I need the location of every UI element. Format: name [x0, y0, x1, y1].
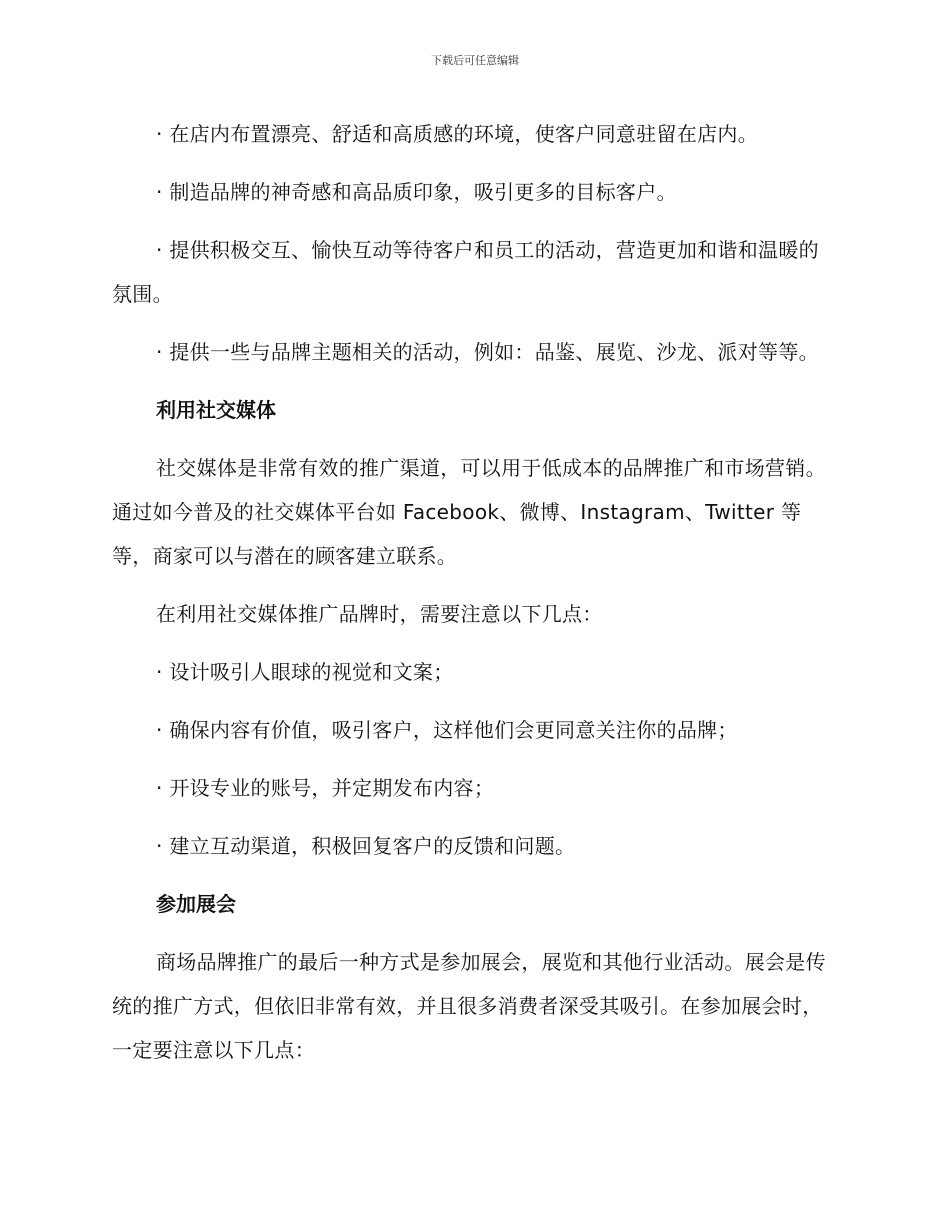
page-header: 下载后可任意编辑	[431, 54, 519, 67]
paragraph-social-media-notes: 在利用社交媒体推广品牌时，需要注意以下几点：	[156, 602, 603, 626]
bullet-brand-events: · 提供一些与品牌主题相关的活动，例如：品鉴、展览、沙龙、派对等等。	[156, 340, 819, 364]
bullet-valuable-content: · 确保内容有价值，吸引客户，这样他们会更同意关注你的品牌；	[156, 718, 738, 742]
bullet-eye-catching-visuals: · 设计吸引人眼球的视觉和文案；	[156, 660, 454, 684]
bullet-store-environment: · 在店内布置漂亮、舒适和高质感的环境，使客户同意驻留在店内。	[156, 122, 759, 146]
paragraph-exhibitions: 商场品牌推广的最后一种方式是参加展会，展览和其他行业活动。展会是传统的推广方式，但依旧非常有效，并且很多消费者深受其吸引。在参加展会时，一定要注意以下几点：	[112, 950, 826, 1062]
bullet-brand-impression: · 制造品牌的神奇感和高品质印象，吸引更多的目标客户。	[156, 180, 677, 204]
section-heading-exhibitions: 参加展会	[156, 892, 236, 916]
bullet-professional-account: · 开设专业的账号，并定期发布内容；	[156, 776, 495, 800]
section-heading-social-media: 利用社交媒体	[156, 398, 276, 422]
bullet-interaction-channel: · 建立互动渠道，积极回复客户的反馈和问题。	[156, 834, 576, 858]
document-body	[112, 112, 832, 1086]
paragraph-social-media-intro: 社交媒体是非常有效的推广渠道，可以用于低成本的品牌推广和市场营销。通过如今普及的社交媒体平台如 Facebook、微博、Instagram、Twitter 等等，商家可以与潜在的顾客建立联系。	[112, 456, 826, 568]
bullet-interactive-activities: · 提供积极交互、愉快互动等待客户和员工的活动，营造更加和谐和温暖的氛围。	[112, 238, 819, 306]
